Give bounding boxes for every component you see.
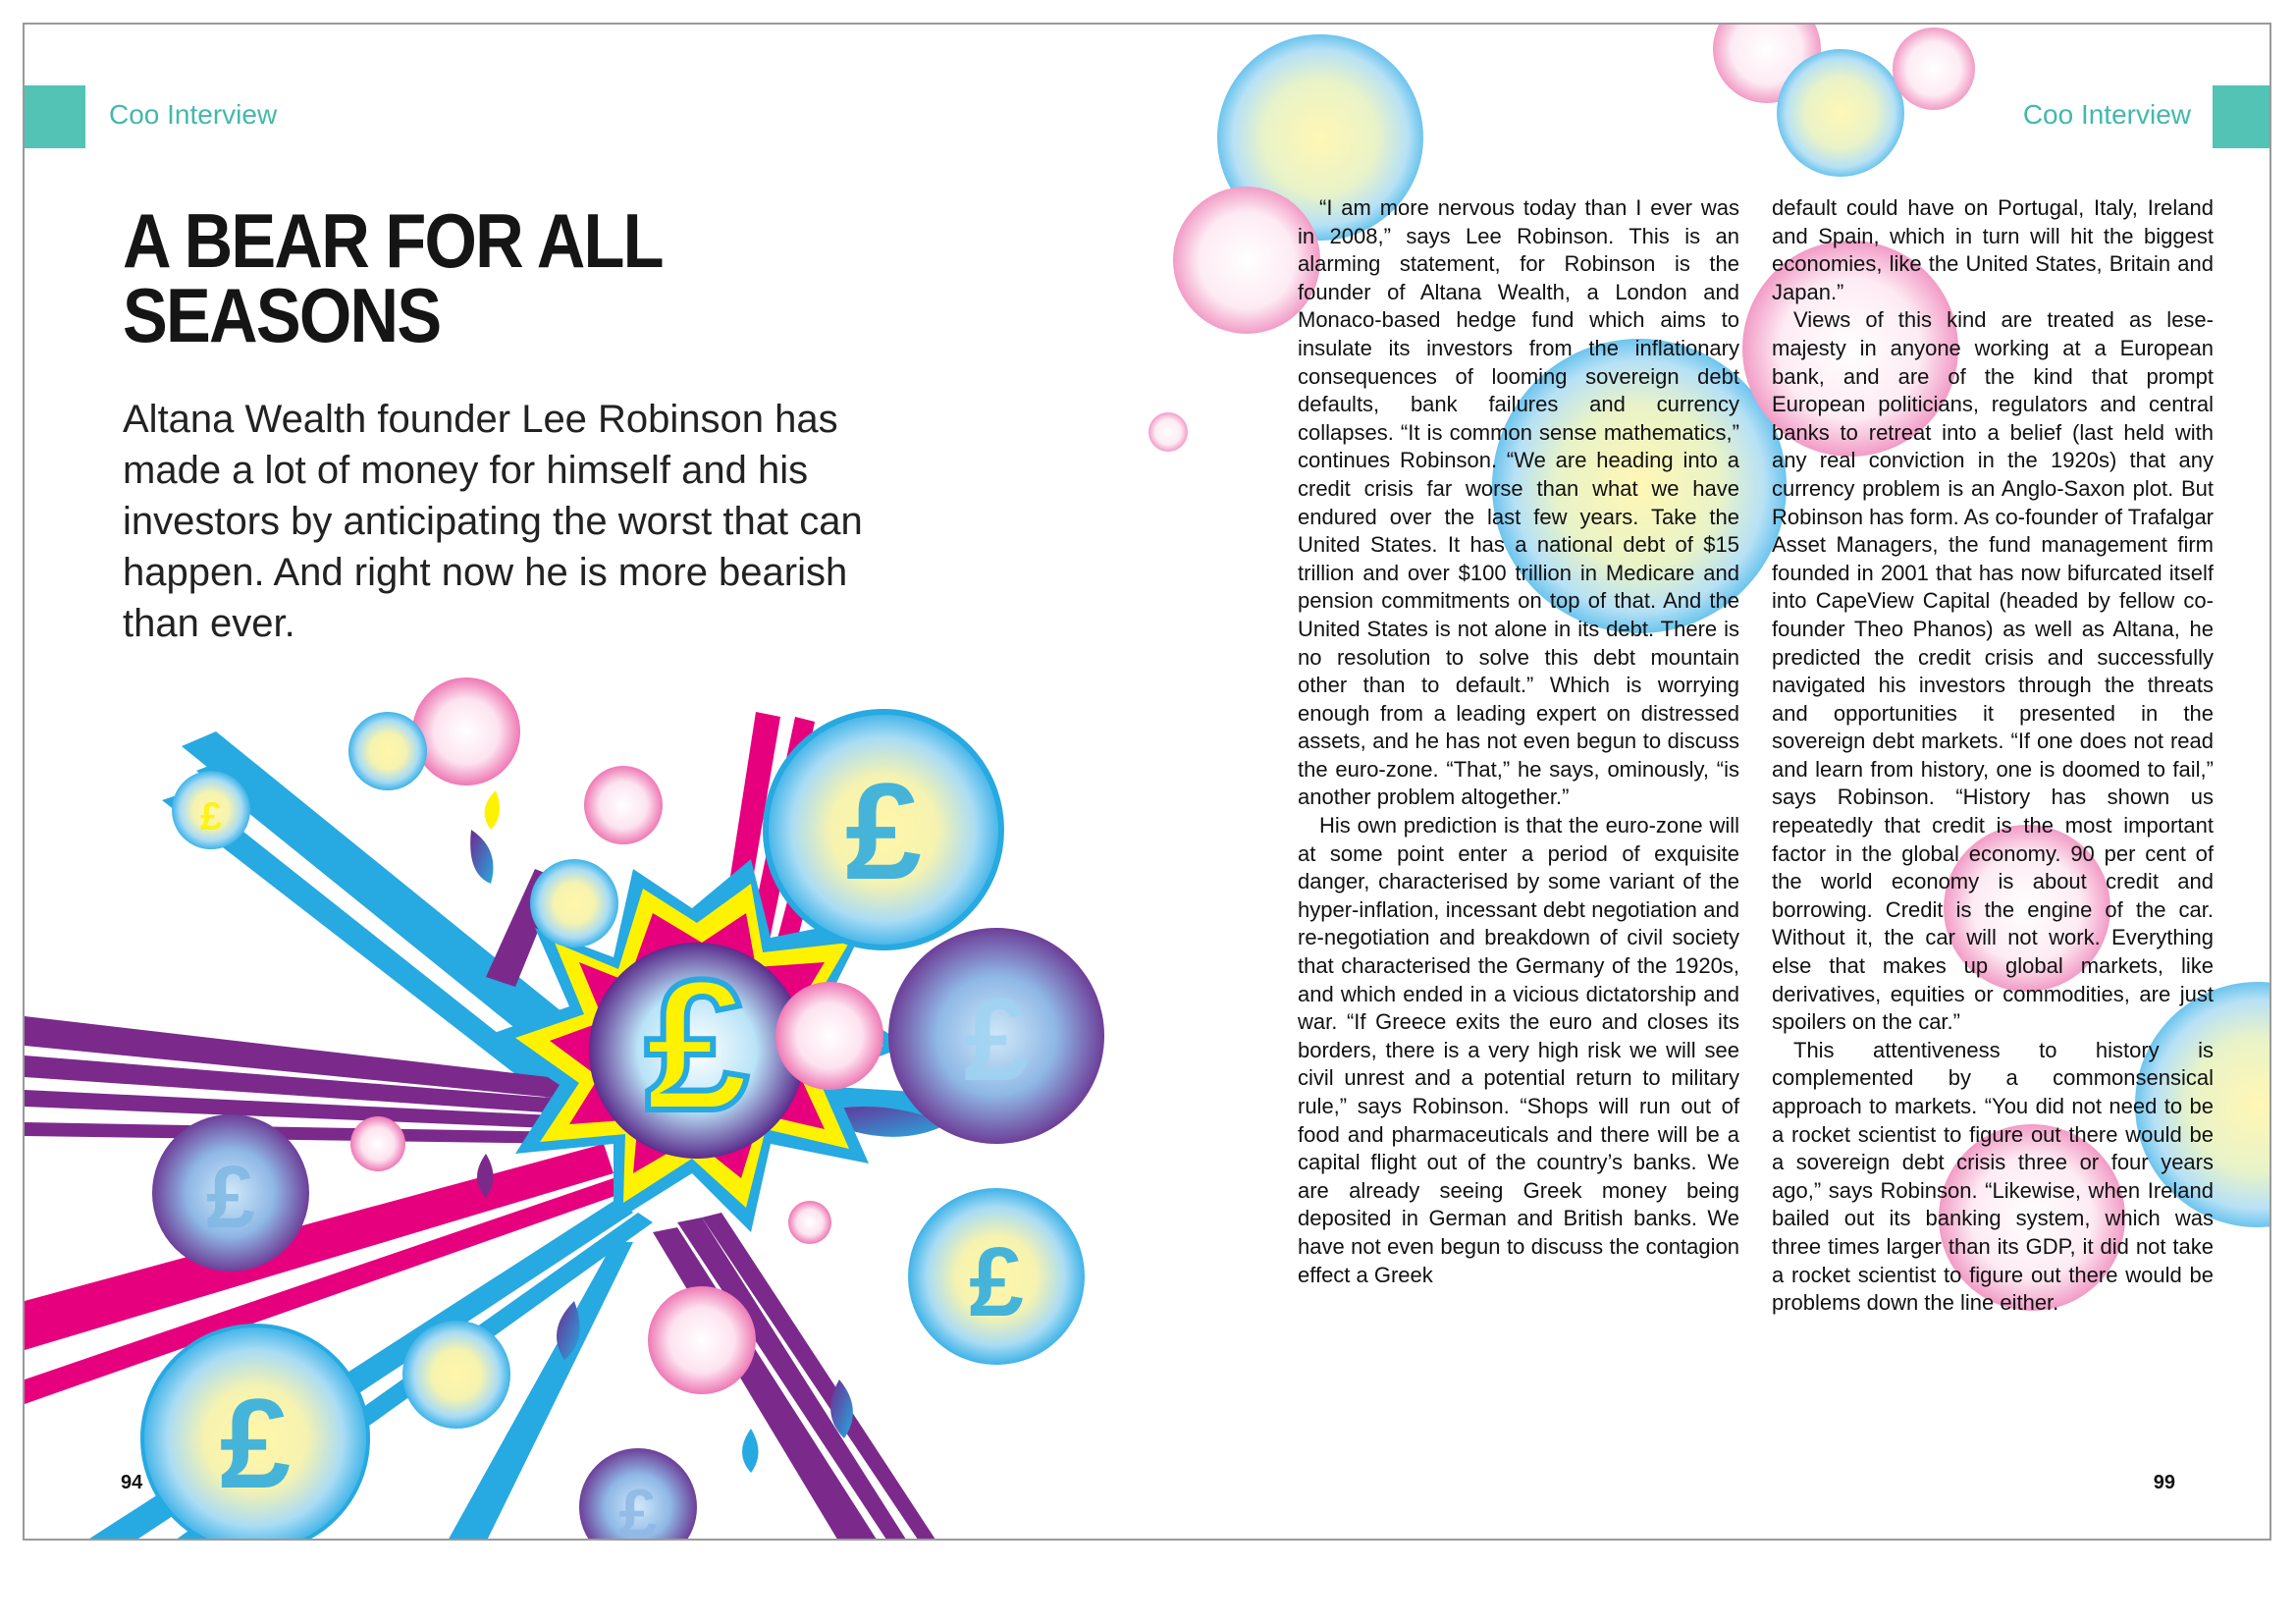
page-number-left: 94 xyxy=(121,1472,143,1493)
pound-sign-icon: £ xyxy=(645,942,749,1150)
paragraph: Views of this kind are treated as lese-majesty in anyone working at a European bank, and are of the kind that prompt European politicians, regulators and central banks to retreat into a belief (last held with any real conviction in the 1920s) that any currency problem is an Anglo-Saxon plot. But Robinson has form. As co-founder of Trafalgar Asset Managers, the fund management firm founded in 2001 that has now bifurcated itself into CapeView Capital (headed by fellow co-founder Theo Phanos) as well as Altana, he predicted the credit crisis and successfully navigated his investors through the threats and opportunities it presented in the sovereign debt markets. “If one does not read and learn from history, one is doomed to fail,” says Robinson. “History has shown us repeatedly that credit is the most important factor in the global economy. 90 per cent of the world economy is about credit and borrowing. Credit is the engine of the car. Without it, the car will not work. Everything else that makes up global markets, like derivatives, equities or commodities, are just spoilers on the car.” xyxy=(1772,307,2215,1035)
page-number-right: 99 xyxy=(2153,1472,2175,1493)
magazine-spread xyxy=(23,23,2271,1541)
svg-text:£: £ xyxy=(969,1227,1024,1337)
body-column-1 xyxy=(1298,194,1739,1289)
body-column-2 xyxy=(1772,194,2214,1318)
paragraph: “I am more nervous today than I ever was in 2008,” says Lee Robinson. This is an alarming statement, for Robinson is the founder of Altana Wealth, a London and Monaco-based hedge fund which aims to insulate its investors from the inflationary consequences of looming sovereign debt defaults, bank failures and currency collapses. “It is common sense mathematics,” continues Robinson. “We are heading into a credit crisis far worse than what we have endured over the last few years. Take the United States. It has a national debt of $15 trillion and over $100 trillion in Medicare and pension commitments on top of that. And the United States is not alone in its debt. There is no resolution to solve this debt mountain other than to default.” Which is worrying enough from a leading expert on distressed assets, and he has not even begun to discuss the euro-zone. “That,” he says, ominously, “is another problem altogether.” xyxy=(1298,195,1739,810)
section-label-right: Coo Interview xyxy=(2022,99,2191,130)
svg-text:£: £ xyxy=(618,1475,658,1543)
paragraph: This attentiveness to history is complemented by a commonsensical approach to markets. “You did not need to be a rocket scientist to figure out there would be a sovereign debt crisis three or four years ago,” says Robinson. “Likewise, when Ireland bailed out its banking system, which was three times larger than its GDP, it did not take a rocket scientist to figure out there would be problems down the line either. xyxy=(1772,1037,2214,1316)
paragraph: His own prediction is that the euro-zone will at some point enter a period of exquisite danger, characterised by some variant of the hyper-inflation, incessant debt negotiation and re-negotiation and breakdown of civil society that characterised the Germany of the 1920s, and which ended in a vicious dictatorship and war. “If Greece exits the euro and closes its borders, there is a very high risk we will see civil unrest and a potential return to military rule,” says Robinson. “Shops will run out of food and pharmaceuticals and there will be a capital flight out of the country’s banks. We are already seeing Greek money being deposited in German and British banks. We have not even begun to discuss the contagion effect a Greek xyxy=(1298,813,1739,1287)
svg-text:£: £ xyxy=(845,754,922,908)
svg-text:£: £ xyxy=(199,795,223,839)
standfirst: Altana Wealth founder Lee Robinson has made a lot of money for himself and his investors by anticipating the worst that can happen. And right now he is more bearish than ever. xyxy=(123,398,863,645)
svg-text:£: £ xyxy=(205,1149,256,1247)
section-label-left: Coo Interview xyxy=(109,99,278,130)
headline: A BEAR FOR ALL SEASONS xyxy=(123,197,662,358)
svg-text:£: £ xyxy=(963,974,1030,1106)
left-page xyxy=(25,25,1148,1543)
paragraph: default could have on Portugal, Italy, Ireland and Spain, which in turn will hit the biggest economies, like the United States, Britain and Japan.” xyxy=(1772,195,2214,304)
pound-explosion-illustration xyxy=(25,25,1148,1543)
svg-text:£: £ xyxy=(219,1372,292,1515)
